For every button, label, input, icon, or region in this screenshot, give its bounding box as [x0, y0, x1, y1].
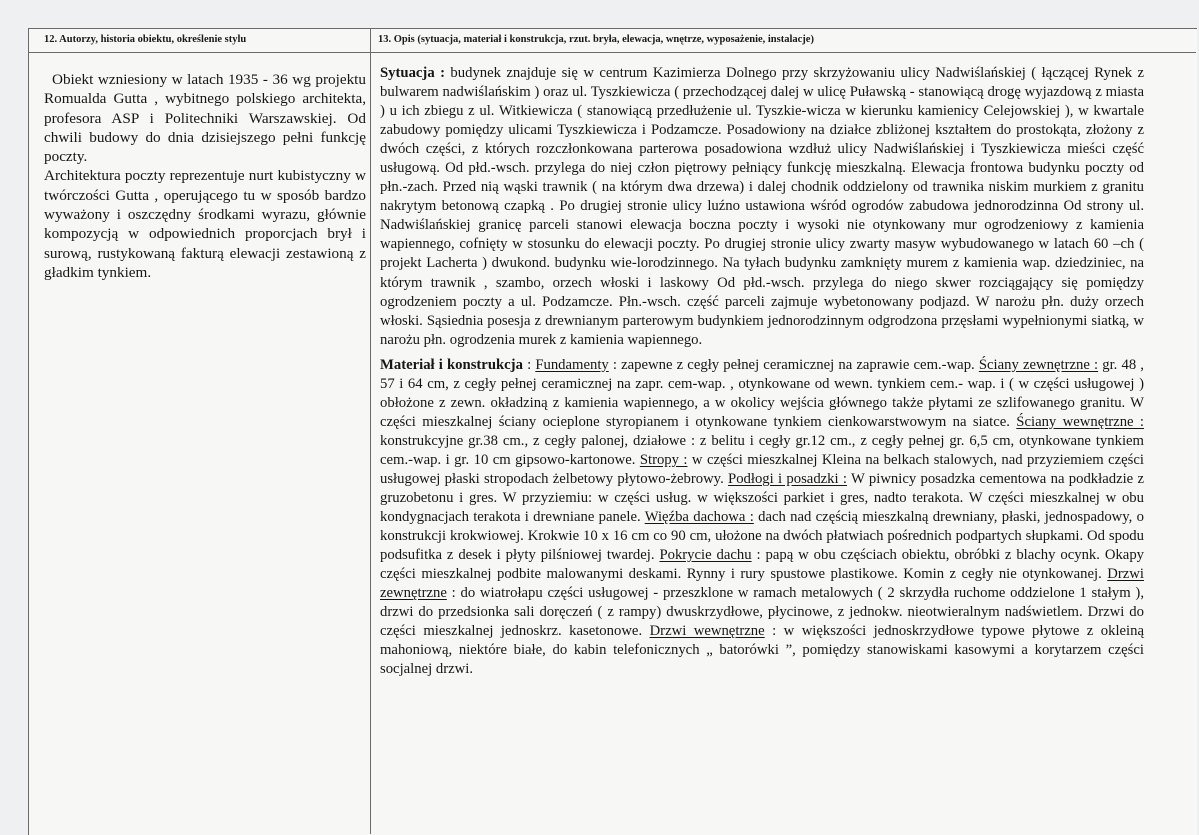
drzwi-zewnetrzne-label: Drzwi zewnętrzne — [380, 566, 1144, 602]
sciany-wewnetrzne-text: konstrukcyjne gr.38 cm., z cegły palonej, działowe : z belitu i cegły gr.12 cm., z cegły pełnej gr. 6,5 cm, otynkowane tynkiem cem.-wap. i gr. 10 cm gipsowo-kartonowe. — [380, 432, 1144, 468]
material-label: Materiał i konstrukcja — [380, 356, 523, 373]
sytuacja-label: Sytuacja : — [380, 65, 445, 81]
podlogi-label: Podłogi i posadzki : — [728, 470, 847, 487]
drzwi-zewnetrzne-text: : do wiatrołapu części usługowej - przeszklone w ramach metalowych ( 2 skrzydła ruchome oddzielone 1 stałym ), drzwi do przedsionka sali doręczeń ( z rampy) dwuskrzydłowe, płycinowe, z jednokw. nieotwieralnym nadświetlem. Drzwi do części mieszkalnej jednoskrz. kasetonowe. — [380, 585, 1144, 640]
sytuacja-paragraph — [380, 64, 1144, 350]
drzwi-wewnetrzne-text: : w większości jednoskrzydłowe typowe płytowe z okleiną mahoniową, niektóre białe, do kabin telefonicznych „ batorówki ”, pomiędzy stanowiskami kasowymi a korytarzem części socjalnej drzwi. — [380, 623, 1145, 678]
section-12-body — [44, 70, 366, 282]
fundamenty-label: Fundamenty — [535, 356, 609, 373]
material-sep: : — [522, 356, 536, 373]
sciany-zewnetrzne-text: gr. 48 , 57 i 64 cm, z cegły pełnej ceramicznej na zapr. cem-wap. , otynkowane od wewn. tynkiem cem.- wap. i ( w części usługowej ) obłożone z zewn. okładziną z kamienia wapiennego, a w okolicy wejścia głównego także płytami ze szlifowanego granitu. W części mieszkalnej ściany ocieplone styropianem i otynkowane tynkiem cienkowarstwowym na siatce. — [380, 356, 1144, 430]
pokrycie-text: : papą w obu częściach obiektu, obróbki z blachy ocynk. Okapy części mieszkalnej podbite malowanymi deskami. Rynny i rury spustowe plastikowe. Komin z cegły nie otynkowanej. — [380, 547, 1145, 583]
wiezba-text: dach nad częścią mieszkalną drewniany, płaski, jednospadowy, o konstrukcji krokwiowej. Krokwie 10 x 16 cm co 90 cm, ułożone na dwóch płatwiach pośrednich podpartych słupkami. Od spodu podsufitka z desek i płyty pilśniowej twardej. — [380, 509, 1144, 564]
sciany-wewnetrzne-label: Ściany wewnętrzne : — [1016, 413, 1144, 430]
sciany-zewnetrzne-label: Ściany zewnętrzne : — [978, 356, 1099, 373]
stropy-text: w części mieszkalnej Kleina na belkach stalowych, nad przyziemiem części usługowej płaski stropodach żelbetowy płytowo-żebrowy. — [380, 451, 1144, 487]
sytuacja-text: budynek znajduje się w centrum Kazimierza Dolnego przy skrzyżowaniu ulicy Nadwiślańskiej ( łączącej Rynek z bulwarem nadwiślańskim ) oraz ul. Tyszkiewicza ( przechodzącej dalej w ulicę Puławską - stanowiącą drogę wyjazdową z miasta ) u ich zbiegu z ul. Witkiewicza ( stanowiącą przedłużenie ul. Tyszkie-wicza w kierunku kamienicy Celejowskiej ), w kwartale zabudowy pomiędzy ulicami Tyszkiewicza i Podzamcze. Posadowiony na działce zbliżonej kształtem do prostokąta, złożony z dwóch części, z których rozczłonkowana parterowa posadowiona wzdłuż ulicy Nadwiślańskiej i Tyszkiewicza mieści część usługową. Od płd.-wsch. przylega do niej człon piętrowy pełniący funkcję mieszkalną. Elewacja frontowa budynku poczty od płn.-zach. Przed nią wąski trawnik ( na którym dwa drzewa) i dalej chodnik oddzielony od trawnika niskim murkiem z granitu nakrytym betonową czapką . Po drugiej stronie ulicy luźno ustawiona wśród ogrodów zabudowa jednorodzinna Od strony ul. Nadwiślańskiej granicę parceli stanowi elewacja boczna poczty i wysoki nie otynkowany mur ogrodzeniowy z kamienia wapiennego, cofnięty w stosunku do elewacji poczty. Po drugiej stronie ulicy zwarty masyw wybudowanego w latach 60 –ch ( projekt Lacherta ) dwukond. budynku wie-lorodzinnego. Na tyłach budynku zamknięty murem z kamienia wap. dziedziniec, na którym trawnik , szambo, orzech włoski i laskowy Od płd.-wsch. przylega do niego skwer rozciągający się pomiędzy ogrodzeniem poczty a ul. Podzamcze. Płn.-wsch. część parceli zajmuje wybetonowany podjazd. W narożu płn. duży orzech włoski. Sąsiednia posesja z drewnianym parterowym budynkiem jednorodzinnym odgrodzona przęsłami wypełnionymi siatką, w narożu płn. ogrodzenia murek z kamienia wapiennego. — [380, 65, 1144, 348]
material-paragraph — [380, 356, 1144, 680]
section-12-heading: 12. Autorzy, historia obiektu, określenie stylu — [44, 34, 247, 45]
style-paragraph: Architektura poczty reprezentuje nurt kubistyczny w twórczości Gutta , operującego tu w sposób bardzo wyważony i oszczędny środkami wyrazu, głównie kompozycją w odpowiednich proporcjach brył i surową, rustykowaną fakturą elewacji zestawioną z gładkim tynkiem. — [44, 167, 366, 281]
column-divider — [370, 28, 371, 834]
fundamenty-text: : zapewne z cegły pełnej ceramicznej na zaprawie cem.-wap. — [608, 356, 979, 373]
pokrycie-label: Pokrycie dachu — [659, 547, 752, 564]
section-13-body — [380, 64, 1144, 680]
header-row-line — [28, 52, 1196, 53]
section-13-heading: 13. Opis (sytuacja, materiał i konstrukcja, rzut. bryła, elewacja, wnętrze, wyposażenie, instalacje) — [378, 34, 814, 45]
wiezba-label: Więźba dachowa : — [644, 509, 754, 526]
history-paragraph: Obiekt wzniesiony w latach 1935 - 36 wg projektu Romualda Gutta , wybitnego polskiego architekta, profesora ASP i Politechniki Warszawskiej. Od chwili budowy do dnia dzisiejszego pełni funkcję poczty. — [44, 71, 366, 166]
stropy-label: Stropy : — [639, 451, 688, 468]
podlogi-text: W piwnicy posadzka cementowa na podkładzie z gruzobetonu i gres. W przyziemiu: w części usług. w większości parkiet i gres, nadto terakota. W części mieszkalnej w obu kondygnacjach terakota i drewniane panele. — [380, 470, 1144, 526]
drzwi-wewnetrzne-label: Drzwi wewnętrzne — [649, 623, 765, 640]
